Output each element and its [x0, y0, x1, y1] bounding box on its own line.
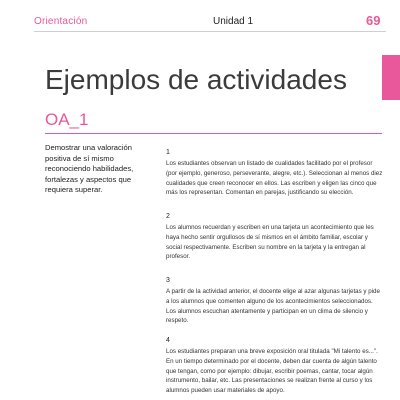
oa-divider — [45, 133, 382, 134]
activity-number: 4 — [166, 337, 170, 344]
activity-item — [166, 148, 384, 198]
page-number: 69 — [366, 13, 381, 28]
activity-text: A partir de la actividad anterior, el docente elige al azar algunas tarjetas y pide a los alumnos que comenten alguno de los acontecimientos seleccionados. Los alumnos escuchan atentamente y participan en un clima de silencio y respeto. — [166, 288, 380, 325]
activity-text: Los estudiantes observan un listado de cualidades facilitado por el profesor (por ejemplo, generoso, perseverante, alegre, etc.). Seleccionan al menos diez cualidades que creen reconocer en ellos. Las escriben y eligen las cinco que más los representan. Comentan en parejas, justificando su elección. — [166, 160, 383, 197]
activity-text: Los alumnos recuerdan y escriben en una tarjeta un acontecimiento que les haya hecho sentir orgullosos de sí mismos en el ámbito familiar, escolar y social respectivamente. Escriben su nombre en la tarjeta y la entregan al profesor. — [166, 224, 374, 261]
side-tab-marker — [382, 55, 400, 100]
oa-code: OA_1 — [45, 110, 89, 129]
activity-text: Los estudiantes preparan una breve exposición oral titulada "Mi talento es...". En un tiempo determinado por el docente, deben dar cuenta de algún talento que tengan, como por ejemplo: dibujar, escribir poemas, cantar, tocar algún instrumento, bailar, etc. Las presentaciones se realizan frente al curso y los alumnos pueden usar materiales de apoyo. — [166, 348, 378, 395]
activity-item — [166, 276, 384, 326]
activity-number: 3 — [166, 277, 170, 284]
header-unit-label: Unidad 1 — [213, 16, 254, 27]
page-title: Ejemplos de actividades — [45, 64, 347, 95]
activity-item — [166, 336, 384, 396]
activity-number: 1 — [166, 149, 170, 156]
header-section-label: Orientación — [34, 16, 88, 27]
oa-objective: Demostrar una valoración positiva de sí mismo reconociendo habilidades, fortalezas y aspectos que requiera superar. — [45, 143, 134, 195]
activity-number: 2 — [166, 213, 170, 220]
header-divider — [34, 31, 386, 32]
activity-item — [166, 212, 384, 262]
